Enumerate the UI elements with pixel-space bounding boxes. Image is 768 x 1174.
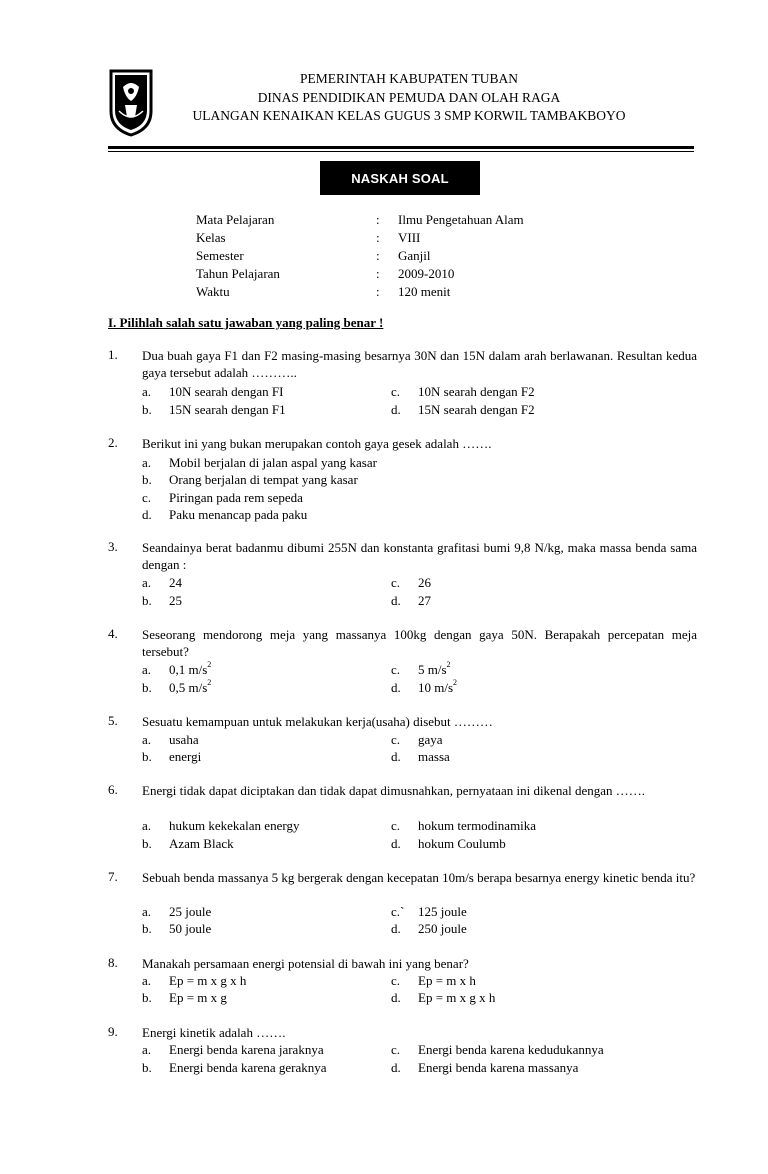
option-c xyxy=(391,903,467,920)
option-d xyxy=(391,920,467,937)
option-text: 15N searah dengan F1 xyxy=(169,402,286,417)
option-letter: a. xyxy=(142,575,152,590)
info-row xyxy=(196,265,598,283)
option-letter: d. xyxy=(391,402,401,417)
info-sep: : xyxy=(376,230,380,245)
option-text: 27 xyxy=(418,593,431,608)
option-text: 125 joule xyxy=(418,904,467,919)
info-row xyxy=(196,229,598,247)
option-letter: a. xyxy=(142,384,152,399)
info-key: Tahun Pelajaran xyxy=(196,266,280,281)
option-letter: b. xyxy=(142,1060,152,1075)
option-text: usaha xyxy=(169,732,199,747)
info-sep: : xyxy=(376,266,380,281)
question-number: 4. xyxy=(108,626,118,641)
info-key: Mata Pelajaran xyxy=(196,212,275,227)
info-value: VIII xyxy=(398,230,421,245)
option-text: Azam Black xyxy=(169,836,234,851)
info-key: Semester xyxy=(196,248,244,263)
option-d xyxy=(391,989,495,1006)
option-text: Mobil berjalan di jalan aspal yang kasar xyxy=(169,455,377,470)
info-value: 2009-2010 xyxy=(398,266,455,281)
question-stem: Energi kinetik adalah ……. xyxy=(142,1025,286,1040)
option-letter: c. xyxy=(391,384,401,399)
option-a xyxy=(142,454,377,471)
section-instruction: I. Pilihlah salah satu jawaban yang paling benar ! xyxy=(108,315,384,330)
option-a xyxy=(142,574,182,591)
option-text: Paku menancap pada paku xyxy=(169,507,308,522)
option-text: 10N searah dengan F2 xyxy=(418,384,535,399)
option-letter: c. xyxy=(142,490,152,505)
option-c xyxy=(391,383,535,400)
option-text: Energi benda karena massanya xyxy=(418,1060,579,1075)
option-text: Ep = m x g x h xyxy=(169,973,247,988)
option-letter: d. xyxy=(391,990,401,1005)
superscript: 2 xyxy=(453,678,458,687)
info-sep: : xyxy=(376,284,380,299)
info-row xyxy=(196,283,598,301)
info-row xyxy=(196,247,598,265)
option-text: Ep = m x g xyxy=(169,990,227,1005)
option-text: 26 xyxy=(418,575,431,590)
option-d xyxy=(391,592,431,609)
question-stem: Manakah persamaan energi potensial di bawah ini yang benar? xyxy=(142,956,469,971)
question-number: 8. xyxy=(108,955,118,970)
option-b xyxy=(142,471,358,488)
option-a xyxy=(142,731,199,748)
option-text: 5 m/s xyxy=(418,662,447,677)
option-text: 50 joule xyxy=(169,921,212,936)
option-letter: c. xyxy=(391,973,401,988)
superscript: 2 xyxy=(207,678,212,687)
option-letter: a. xyxy=(142,973,152,988)
option-text: massa xyxy=(418,749,450,764)
option-letter: d. xyxy=(391,921,401,936)
question-number: 7. xyxy=(108,869,118,884)
option-c xyxy=(391,574,431,591)
question-number: 9. xyxy=(108,1024,118,1039)
option-text: Energi benda karena geraknya xyxy=(169,1060,327,1075)
option-text: Ep = m x h xyxy=(418,973,476,988)
option-letter: c. xyxy=(391,732,401,747)
option-text: Ep = m x g x h xyxy=(418,990,496,1005)
option-a xyxy=(142,383,283,400)
option-letter: b. xyxy=(142,990,152,1005)
question-number: 1. xyxy=(108,347,118,362)
option-letter: d. xyxy=(142,507,152,522)
header-line-1: PEMERINTAH KABUPATEN TUBAN xyxy=(300,71,518,86)
question-stem: Berikut ini yang bukan merupakan contoh gaya gesek adalah ……. xyxy=(142,436,492,451)
option-letter: c. xyxy=(391,1042,401,1057)
option-text: hukum kekekalan energy xyxy=(169,818,300,833)
option-text: gaya xyxy=(418,732,443,747)
option-text: 25 xyxy=(169,593,182,608)
option-letter: a. xyxy=(142,904,152,919)
option-c xyxy=(391,661,451,678)
option-text: Energi benda karena kedudukannya xyxy=(418,1042,604,1057)
option-letter: d. xyxy=(391,836,401,851)
option-text: 0,1 m/s xyxy=(169,662,208,677)
option-letter: c. xyxy=(391,575,401,590)
option-text: hokum Coulumb xyxy=(418,836,506,851)
option-text: 25 joule xyxy=(169,904,212,919)
option-letter: d. xyxy=(391,680,401,695)
option-text: 15N searah dengan F2 xyxy=(418,402,535,417)
option-b xyxy=(142,989,227,1006)
option-text: hokum termodinamika xyxy=(418,818,537,833)
question-number: 2. xyxy=(108,435,118,450)
option-c xyxy=(391,1041,604,1058)
option-text: 24 xyxy=(169,575,182,590)
superscript: 2 xyxy=(207,660,212,669)
option-a xyxy=(142,903,211,920)
info-sep: : xyxy=(376,248,380,263)
naskah-soal-banner: NASKAH SOAL xyxy=(320,161,480,195)
info-key: Kelas xyxy=(196,230,226,245)
option-letter: c. xyxy=(391,818,401,833)
option-b xyxy=(142,835,234,852)
option-c xyxy=(391,731,443,748)
question-stem: Seseorang mendorong meja yang massanya 100kg dengan gaya 50N. Berapakah percepatan meja tersebut? xyxy=(142,627,697,659)
question-number: 5. xyxy=(108,713,118,728)
option-d xyxy=(391,1059,578,1076)
header-line-3: ULANGAN KENAIKAN KELAS GUGUS 3 SMP KORWIL TAMBAKBOYO xyxy=(192,108,626,123)
option-letter: d. xyxy=(391,593,401,608)
question-stem: Seandainya berat badanmu dibumi 255N dan konstanta grafitasi bumi 9,8 N/kg, maka massa benda sama dengan : xyxy=(142,540,697,572)
question-stem: Sesuatu kemampuan untuk melakukan kerja(usaha) disebut ……… xyxy=(142,714,493,729)
option-text: Orang berjalan di tempat yang kasar xyxy=(169,472,358,487)
option-d xyxy=(391,835,506,852)
option-a xyxy=(142,817,299,834)
option-d xyxy=(391,679,457,696)
info-value: Ganjil xyxy=(398,248,431,263)
option-text: energi xyxy=(169,749,202,764)
question-stem: Sebuah benda massanya 5 kg bergerak dengan kecepatan 10m/s berapa besarnya energy kinetic benda itu? xyxy=(142,870,696,885)
option-letter: b. xyxy=(142,749,152,764)
option-text: 250 joule xyxy=(418,921,467,936)
info-key: Waktu xyxy=(196,284,230,299)
option-letter: b. xyxy=(142,472,152,487)
option-d xyxy=(391,748,450,765)
option-c xyxy=(391,972,476,989)
option-letter: d. xyxy=(391,749,401,764)
option-d xyxy=(142,506,307,523)
option-b xyxy=(142,679,211,696)
info-sep: : xyxy=(376,212,380,227)
question-stem: Energi tidak dapat diciptakan dan tidak dapat dimusnahkan, pernyataan ini dikenal dengan ……. xyxy=(142,783,645,798)
option-c xyxy=(142,489,303,506)
info-value: Ilmu Pengetahuan Alam xyxy=(398,212,524,227)
superscript: 2 xyxy=(446,660,451,669)
exam-info-table xyxy=(196,211,598,301)
option-letter: a. xyxy=(142,455,152,470)
option-b xyxy=(142,748,201,765)
option-b xyxy=(142,401,286,418)
option-letter: a. xyxy=(142,818,152,833)
option-letter: c. xyxy=(391,662,401,677)
option-letter: d. xyxy=(391,1060,401,1075)
info-value: 120 menit xyxy=(398,284,451,299)
option-letter: b. xyxy=(142,402,152,417)
option-c xyxy=(391,817,536,834)
option-text: Energi benda karena jaraknya xyxy=(169,1042,324,1057)
question-number: 3. xyxy=(108,539,118,554)
option-letter: c.` xyxy=(391,904,405,919)
header-rule-thick xyxy=(108,146,694,149)
option-d xyxy=(391,401,535,418)
option-letter: b. xyxy=(142,836,152,851)
option-text: Piringan pada rem sepeda xyxy=(169,490,303,505)
header-line-2: DINAS PENDIDIKAN PEMUDA DAN OLAH RAGA xyxy=(257,90,561,105)
option-a xyxy=(142,1041,324,1058)
option-letter: a. xyxy=(142,662,152,677)
option-a xyxy=(142,972,246,989)
option-letter: b. xyxy=(142,921,152,936)
option-letter: b. xyxy=(142,680,152,695)
header-rule-thin xyxy=(108,151,694,152)
option-text: 10 m/s xyxy=(418,680,454,695)
option-a xyxy=(142,661,211,678)
option-letter: b. xyxy=(142,593,152,608)
option-text: 0,5 m/s xyxy=(169,680,208,695)
option-b xyxy=(142,920,211,937)
option-b xyxy=(142,592,182,609)
option-b xyxy=(142,1059,327,1076)
option-letter: a. xyxy=(142,1042,152,1057)
question-stem: Dua buah gaya F1 dan F2 masing-masing besarnya 30N dan 15N dalam arah berlawanan. Resultan kedua gaya tersebut adalah ……….. xyxy=(142,348,697,380)
question-number: 6. xyxy=(108,782,118,797)
option-letter: a. xyxy=(142,732,152,747)
option-text: 10N searah dengan FI xyxy=(169,384,284,399)
info-row xyxy=(196,211,598,229)
